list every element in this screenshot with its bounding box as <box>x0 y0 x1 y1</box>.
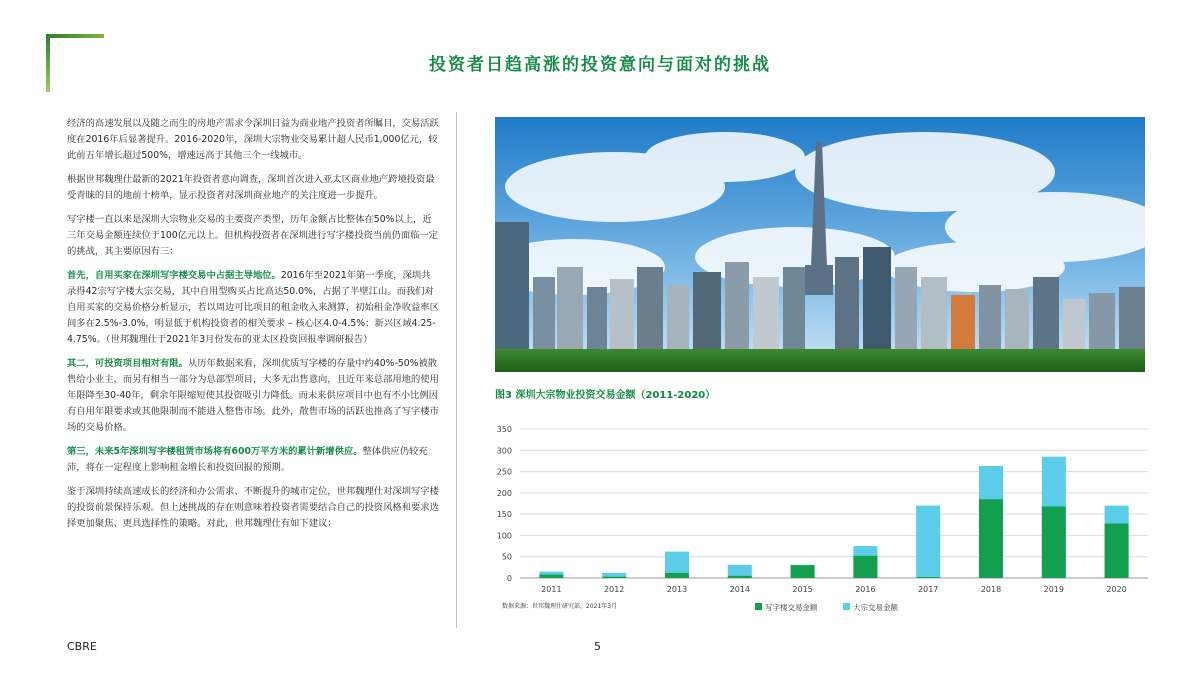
paragraph-4 <box>67 268 439 348</box>
skyline-illustration <box>495 117 1145 372</box>
paragraph-6-body: 整体供应仍较充沛，将在一定程度上影响租金增长和投资回报的预期。 <box>67 446 428 473</box>
paragraph-6-lead: 第三，未来5年深圳写字楼租赁市场将有600万平方米的累计新增供应。 <box>67 446 363 457</box>
paragraph-4-body: 2016年至2021年第一季度，深圳共录得42宗写字楼大宗交易，其中自用型购买占比高达50.0%，占据了半壁江山。而我们对自用买家的交易价格分析显示，若以周边可比项目的租金收入来测算，初始租金净收益率区间多在2.5%-3.0%，明显低于机构投资者的相关要求 – 核心区4.0-4.5%；新兴区域4.25-4.75%。（世邦魏理仕于2021年3月份发布的亚太区投资回报率调研报告） <box>67 270 439 345</box>
brand-logo-text: CBRE <box>67 640 97 653</box>
y-tick-label: 50 <box>501 552 512 562</box>
paragraph-3: 写字楼一直以来是深圳大宗物业交易的主要资产类型，历年金额占比整体在50%以上，近三年交易金额连续位于100亿元以上。但机构投资者在深圳进行写字楼投资当前仍面临一定的挑战，其主要原因有三： <box>67 214 439 257</box>
body-text-column <box>67 116 439 540</box>
paragraph-1: 经济的高速发展以及随之而生的房地产需求令深圳日益为商业地产投资者所瞩目，交易活跃度在2016年后显著提升。2016-2020年，深圳大宗物业交易累计超人民币1,000亿元，较此前五年增长超过500%，增速远高于其他三个一线城市。 <box>67 118 439 161</box>
x-tick-label: 2018 <box>980 585 1002 594</box>
bar-office-2019 <box>1042 506 1066 578</box>
y-tick-label: 250 <box>496 467 512 477</box>
city-skyline-photo <box>495 117 1145 372</box>
x-tick-label: 2019 <box>1043 585 1064 594</box>
legend-label-1: 大宗交易金额 <box>853 603 898 612</box>
legend-swatch-0 <box>755 603 762 610</box>
x-tick-label: 2012 <box>604 585 625 594</box>
corner-accent-horizontal <box>46 34 104 38</box>
bar-office-2015 <box>791 565 815 578</box>
y-tick-label: 350 <box>496 425 512 434</box>
paragraph-5-body: 从历年数据来看，深圳优质写字楼的存量中约40%-50%被散售给小业主，而另有相当一部分为总部型项目，大多无出售意向，且近年来总部用地的使用年限降至30-40年，剩余年限缩短使其投资吸引力降低。而未来供应项目中也有不小比例因有自用年限要求或其他限制而不能进入整售市场。此外，散售市场的活跃也推高了写字楼市场的交易价格。 <box>67 358 439 433</box>
paragraph-4-lead: 首先，自用买家在深圳写字楼交易中占据主导地位。 <box>67 270 281 281</box>
bar-office-2016 <box>853 556 877 578</box>
bar-office-2011 <box>539 575 563 578</box>
y-tick-label: 100 <box>496 531 512 541</box>
figure-source: 数据来源：世邦魏理仕研究部，2021年3月 <box>502 603 618 610</box>
y-tick-label: 150 <box>496 510 512 520</box>
column-divider <box>456 112 457 628</box>
paragraph-6 <box>67 444 439 476</box>
x-tick-label: 2014 <box>729 585 750 594</box>
bar-office-2014 <box>728 576 752 578</box>
paragraph-5 <box>67 356 439 436</box>
y-tick-label: 200 <box>496 488 512 498</box>
y-tick-label: 0 <box>506 574 512 583</box>
bar-office-2013 <box>665 573 689 578</box>
x-tick-label: 2013 <box>666 585 688 594</box>
page-number: 5 <box>594 640 601 653</box>
corner-accent <box>46 34 104 92</box>
x-tick-label: 2011 <box>541 585 562 594</box>
figure-title: 图3 深圳大宗物业投资交易金额（2011-2020） <box>495 390 716 401</box>
legend-swatch-1 <box>843 603 850 610</box>
bar-office-2012 <box>602 577 626 578</box>
bar-office-2017 <box>916 577 940 578</box>
paragraph-2: 根据世邦魏理仕最新的2021年投资者意向调查，深圳首次进入亚太区商业地产跨境投资最受青睐的目的地前十榜单，显示投资者对深圳商业地产的关注度进一步提升。 <box>67 174 435 201</box>
y-tick-label: 300 <box>496 446 512 456</box>
x-tick-label: 2015 <box>792 585 813 594</box>
bar-total-2017 <box>916 506 940 578</box>
legend-label-0: 写字楼交易金额 <box>765 603 818 612</box>
transaction-volume-chart <box>480 415 1160 625</box>
corner-accent-vertical <box>46 34 50 92</box>
x-tick-label: 2016 <box>855 585 876 594</box>
paragraph-7: 鉴于深圳持续高速成长的经济和办公需求、不断提升的城市定位，世邦魏理仕对深圳写字楼的投资前景保持乐观。但上述挑战的存在则意味着投资者需要结合自己的投资风格和要求选择更加聚焦、更具选择性的策略。对此，世邦魏理仕有如下建议： <box>67 486 439 529</box>
page-title: 投资者日趋高涨的投资意向与面对的挑战 <box>429 55 771 75</box>
paragraph-5-lead: 其二，可投资项目相对有限。 <box>67 358 188 369</box>
bar-office-2020 <box>1105 524 1129 578</box>
x-tick-label: 2020 <box>1106 585 1127 594</box>
x-tick-label: 2017 <box>918 585 939 594</box>
bar-office-2018 <box>979 499 1003 578</box>
